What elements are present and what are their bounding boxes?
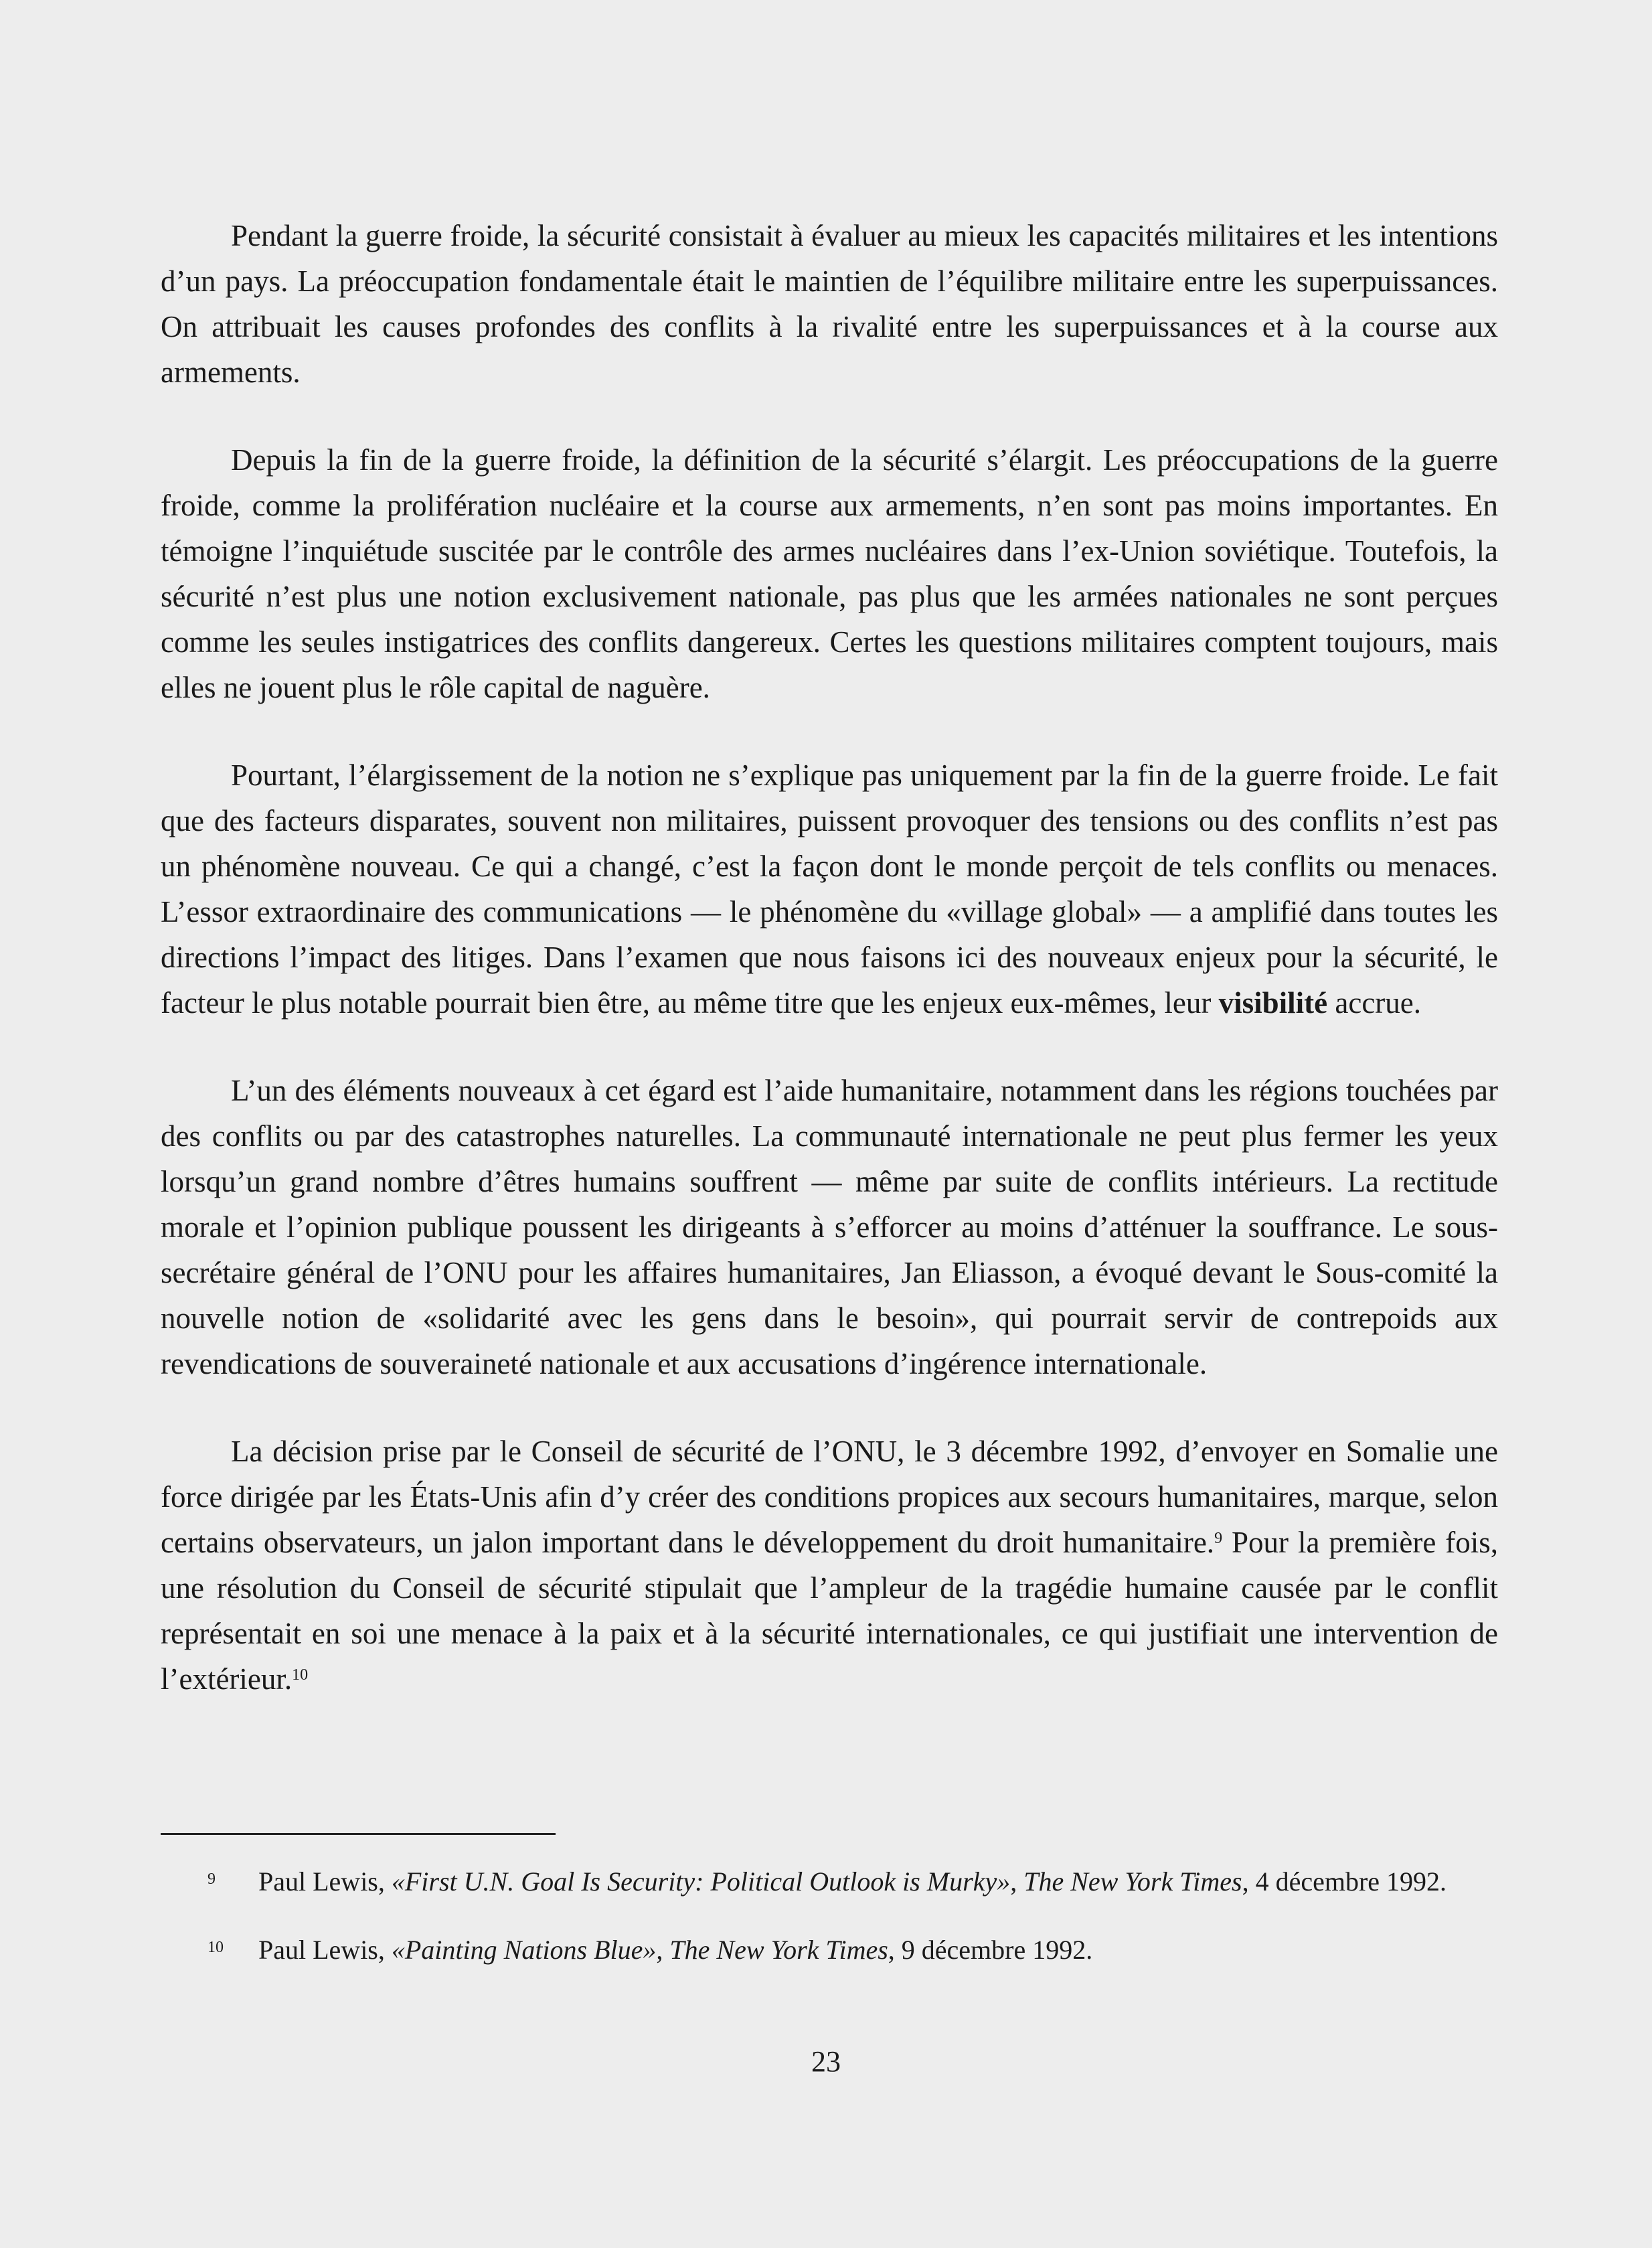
paragraph-visibility-end: accrue. bbox=[1327, 986, 1422, 1020]
paragraph-visibility-text: Pourtant, l’élargissement de la notion ne s’explique pas uniquement par la fin de la guerre froide. Le fait que des facteurs disparates, souvent non militaires, puissent provoquer des tensions ou des conflits n’est pas un phénomène nouveau. Ce qui a changé, c’est la façon dont le monde perçoit de tels conflits ou menaces. L’essor extraordinaire des communications — le phénomène du «village global» — a amplifié dans toutes les directions l’impact des litiges. Dans l’examen que nous faisons ici des nouveaux enjeux pour la sécurité, le facteur le plus notable pourrait bien être, au même titre que les enjeux eux-mêmes, leur bbox=[161, 758, 1498, 1020]
footnote-divider bbox=[161, 1833, 556, 1835]
paragraph-visibility bbox=[161, 752, 1498, 1026]
paragraph-somalia-text-1: La décision prise par le Conseil de sécurité de l’ONU, le 3 décembre 1992, d’envoyer en Somalie une force dirigée par les États-Unis afin d’y créer des conditions propices aux secours humanitaires, marque, selon certains observateurs, un jalon important dans le développement du droit humanitaire. bbox=[161, 1435, 1498, 1559]
footnote-article-title: «Painting Nations Blue» bbox=[391, 1935, 657, 1965]
page-number: 23 bbox=[811, 2045, 841, 2078]
footnote-10 bbox=[161, 1929, 1498, 1972]
paragraph-humanitarian-aid: L’un des éléments nouveaux à cet égard est l’aide humanitaire, notamment dans les régions touchées par des conflits ou par des catastrophes naturelles. La communauté internationale ne peut plus fermer les yeux lorsqu’un grand nombre d’êtres humains souffrent — même par suite de conflits intérieurs. La rectitude morale et l’opinion publique poussent les dirigeants à s’efforcer au moins d’atténuer la souffrance. Le sous-secrétaire général de l’ONU pour les affaires humanitaires, Jan Eliasson, a évoqué devant le Sous-comité la nouvelle notion de «solidarité avec les gens dans le besoin», qui pourrait servir de contrepoids aux revendications de souveraineté nationale et aux accusations d’ingérence internationale. bbox=[161, 1074, 1498, 1380]
footnote-source: The New York Times bbox=[1023, 1866, 1242, 1897]
footnote-article-title: «First U.N. Goal Is Security: Political Outlook is Murky» bbox=[391, 1866, 1011, 1897]
paragraph-broadening-definition: Depuis la fin de la guerre froide, la définition de la sécurité s’élargit. Les préoccupations de la guerre froide, comme la prolifération nucléaire et la course aux armements, n’en sont pas moins importantes. En témoigne l’inquiétude suscitée par le contrôle des armes nucléaires dans l’ex-Union soviétique. Toutefois, la sécurité n’est plus une notion exclusivement nationale, pas plus que les armées nationales ne sont perçues comme les seules instigatrices des conflits dangereux. Certes les questions militaires comptent toujours, mais elles ne jouent plus le rôle capital de naguère. bbox=[161, 443, 1498, 704]
paragraph-cold-war-security: Pendant la guerre froide, la sécurité consistait à évaluer au mieux les capacités militaires et les intentions d’un pays. La préoccupation fondamentale était le maintien de l’équilibre militaire entre les superpuissances. On attribuait les causes profondes des conflits à la rivalité entre les superpuissances et à la course aux armements. bbox=[161, 219, 1498, 389]
body-text bbox=[161, 213, 1498, 1744]
footnote-separator: , bbox=[656, 1935, 670, 1965]
footnote-separator: , bbox=[1010, 1866, 1024, 1897]
footnote-number: 9 bbox=[208, 1870, 216, 1888]
footnote-date: , 9 décembre 1992. bbox=[888, 1935, 1093, 1965]
paragraph-somalia-decision bbox=[161, 1429, 1498, 1702]
footnote-number: 10 bbox=[208, 1939, 224, 1956]
paragraph-somalia-text-2: Pour la première fois, une résolution du Conseil de sécurité stipulait que l’ampleur de la tragédie humaine causée par le conflit représentait en soi une menace à la paix et à la sécurité internationales, ce qui justifiait une intervention de l’extérieur. bbox=[161, 1526, 1498, 1696]
footnote-author: Paul Lewis, bbox=[258, 1866, 392, 1897]
footnote-source: The New York Times bbox=[669, 1935, 888, 1965]
footnote-9 bbox=[161, 1860, 1498, 1903]
footnote-ref-9[interactable]: 9 bbox=[1214, 1530, 1223, 1547]
footnote-ref-10[interactable]: 10 bbox=[292, 1666, 309, 1684]
footnotes-section bbox=[161, 1833, 1498, 1997]
visibility-emphasis: visibilité bbox=[1218, 986, 1328, 1020]
footnote-author: Paul Lewis, bbox=[258, 1935, 392, 1965]
footnote-date: , 4 décembre 1992. bbox=[1242, 1866, 1447, 1897]
